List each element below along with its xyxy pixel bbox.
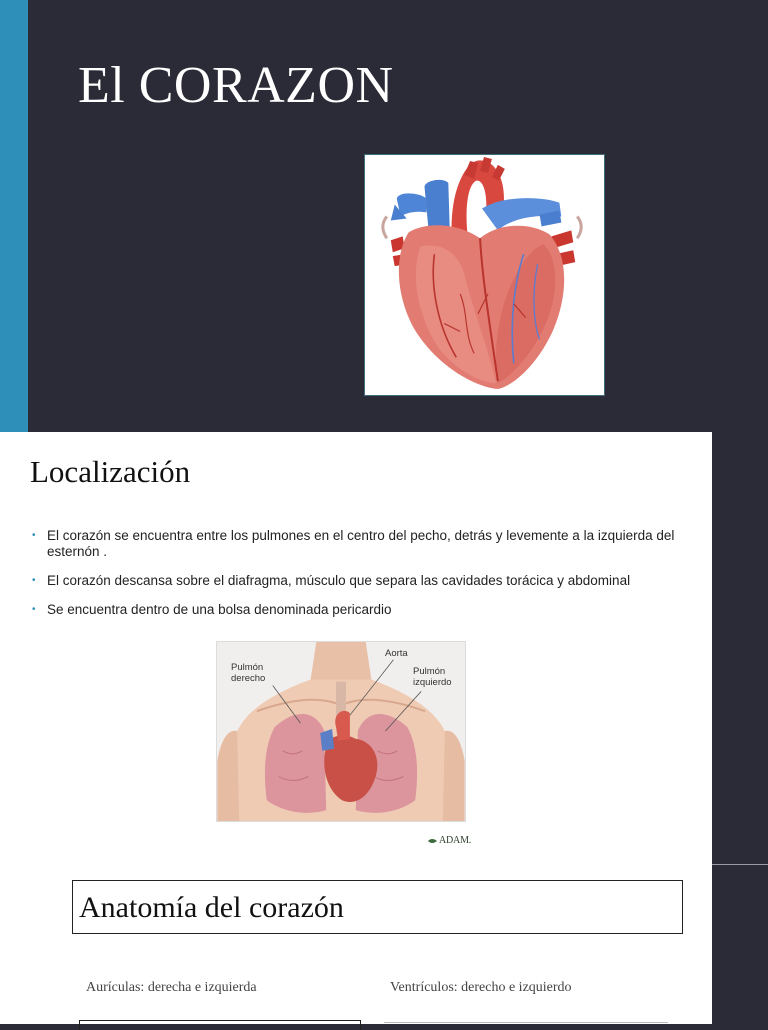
chest-anatomy-figure (216, 641, 466, 822)
heart-image (364, 154, 605, 396)
bullet-list (30, 528, 690, 631)
ventricles-image-frame (384, 1022, 668, 1023)
location-slide (0, 432, 712, 865)
title-slide (0, 0, 768, 432)
bullet-text: El corazón se encuentra entre los pulmones en el centro del pecho, detrás y levemente a la izquierda del esternón . (47, 528, 675, 559)
left-lung-label: Pulmón izquierdo (413, 666, 452, 688)
adam-credit-logo (428, 835, 471, 846)
leaf-icon (428, 838, 437, 844)
accent-bar (0, 0, 28, 432)
ventricles-label: Ventrículos: derecho e izquierdo (390, 980, 572, 995)
heart-anatomy-illustration-icon (365, 155, 604, 395)
bullet-icon: • (32, 575, 36, 586)
atria-image-frame (79, 1020, 361, 1030)
atria-label: Aurículas: derecha e izquierda (86, 980, 257, 995)
section-title: Localización (30, 454, 191, 489)
list-item (30, 573, 690, 589)
bullet-text: El corazón descansa sobre el diafragma, músculo que separa las cavidades torácica y abdominal (47, 573, 631, 588)
section-title: Anatomía del corazón (79, 891, 344, 924)
aorta-label: Aorta (385, 648, 408, 659)
list-item (30, 528, 690, 560)
bullet-icon: • (32, 604, 36, 615)
bullet-icon: • (32, 530, 36, 541)
bullet-text: Se encuentra dentro de una bolsa denominada pericardio (47, 602, 392, 617)
list-item (30, 602, 690, 618)
title-box (72, 880, 683, 934)
anatomy-slide (0, 865, 712, 1024)
right-lung-label: Pulmón derecho (231, 662, 266, 684)
figure-credit: ADAM. (439, 835, 472, 846)
slide-title: El CORAZON (78, 57, 394, 114)
slide-divider (712, 864, 768, 865)
